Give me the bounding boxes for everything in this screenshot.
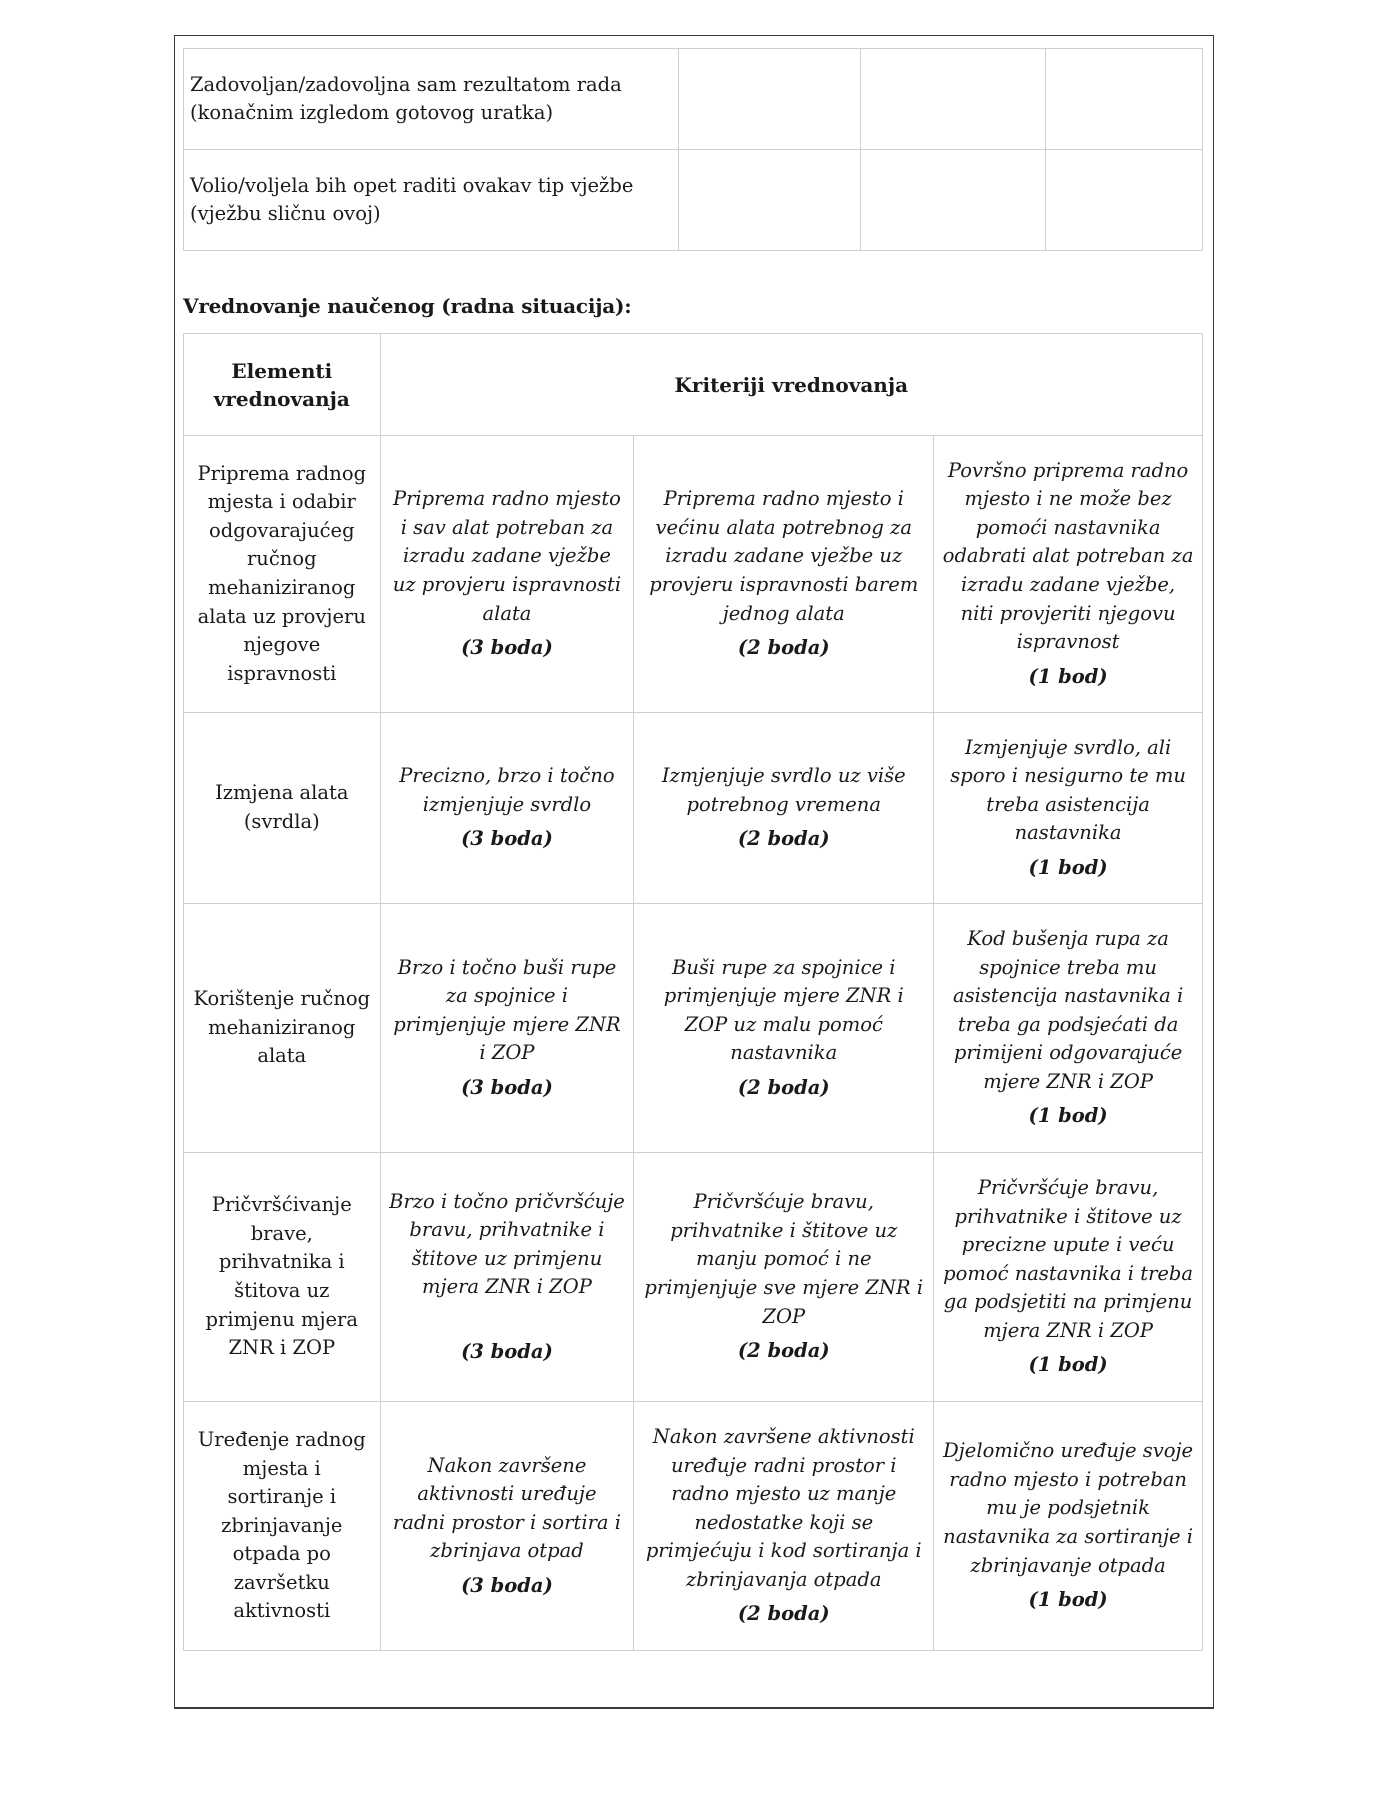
criterion-text: Priprema radno mjesto i sav alat potreban za izradu zadane vježbe uz provjeru ispravnosti alata [392,487,622,625]
criterion-text: Priprema radno mjesto i većinu alata potrebnog za izradu zadane vježbe uz provjeru ispravnosti barem jednog alata [649,487,919,625]
criterion-cell [380,436,634,713]
criterion-cell [934,1402,1203,1651]
statement-cell: Volio/voljela bih opet raditi ovakav tip vježbe (vježbu sličnu ovoj) [184,150,679,251]
criterion-cell [934,904,1203,1153]
criterion-text: Izmjenjuje svrdlo uz više potrebnog vremena [661,764,906,816]
criterion-text: Kod bušenja rupa za spojnice treba mu asistencija nastavnika i treba ga podsjećati da primijeni odgovarajuće mjere ZNR i ZOP [953,926,1184,1093]
header-row [184,334,1203,436]
points-label: (1 bod) [1028,1104,1108,1128]
table-row [184,1153,1203,1402]
table-row [184,904,1203,1153]
table-row [184,1402,1203,1651]
element-cell: Pričvršćivanje brave, prihvatnika i štitova uz primjenu mjera ZNR i ZOP [184,1153,381,1402]
points-label: (2 boda) [737,1602,830,1626]
criterion-cell [634,436,934,713]
criterion-cell [634,904,934,1153]
points-label: (3 boda) [461,1075,553,1099]
section-title: Vrednovanje naučenog (radna situacija): [183,294,632,318]
table-row [184,436,1203,713]
points-label: (2 boda) [737,636,830,660]
rating-cell[interactable] [678,150,860,251]
criterion-cell [934,436,1203,713]
evaluation-rubric-table [183,333,1203,1651]
element-cell: Priprema radnog mjesta i odabir odgovarajućeg ručnog mehaniziranog alata uz provjeru njegove ispravnosti [184,436,381,713]
rating-cell[interactable] [678,49,860,150]
criterion-text: Pričvršćuje bravu, prihvatnike i štitove uz manju pomoć i ne primjenjuje sve mjere ZNR i ZOP [644,1190,924,1328]
points-label: (2 boda) [737,1339,830,1363]
points-label: (3 boda) [461,1573,553,1597]
points-label: (1 bod) [1028,855,1108,879]
criterion-cell [380,1402,634,1651]
criterion-text: Nakon završene aktivnosti uređuje radni prostor i sortira i zbrinjava otpad [392,1453,621,1563]
criterion-cell [634,1153,934,1402]
criterion-text: Nakon završene aktivnosti uređuje radni prostor i radno mjesto uz manje nedostatke koji se primjećuju i kod sortiranja i zbrinjavanja otpada [645,1424,922,1591]
points-label: (1 bod) [1028,1353,1108,1377]
table-row [184,713,1203,904]
rating-cell[interactable] [861,49,1046,150]
header-elements: Elementi vrednovanja [184,334,381,436]
table-row [184,150,1203,251]
spacer [389,1302,626,1332]
criterion-cell [934,713,1203,904]
rating-cell[interactable] [1045,150,1202,251]
rating-cell[interactable] [861,150,1046,251]
criterion-text: Brzo i točno buši rupe za spojnice i primjenjuje mjere ZNR i ZOP [393,955,621,1065]
page-frame [174,35,1214,1709]
points-label: (2 boda) [737,827,830,851]
criterion-text: Pričvršćuje bravu, prihvatnike i štitove uz precizne upute i veću pomoć nastavnika i treba ga podsjetiti na primjenu mjera ZNR i ZOP [943,1175,1194,1342]
criterion-cell [634,713,934,904]
element-cell: Izmjena alata (svrdla) [184,713,381,904]
criterion-text: Djelomično uređuje svoje radno mjesto i potreban mu je podsjetnik nastavnika za sortiranje i zbrinjavanje otpada [943,1439,1194,1577]
element-cell: Uređenje radnog mjesta i sortiranje i zbrinjavanje otpada po završetku aktivnosti [184,1402,381,1651]
statement-cell: Zadovoljan/zadovoljna sam rezultatom rada (konačnim izgledom gotovog uratka) [184,49,679,150]
points-label: (3 boda) [461,636,553,660]
rating-cell[interactable] [1045,49,1202,150]
criterion-text: Površno priprema radno mjesto i ne može bez pomoći nastavnika odabrati alat potreban za izradu zadane vježbe, niti provjeriti njegovu ispravnost [942,458,1194,654]
points-label: (3 boda) [461,1339,553,1363]
criterion-cell [380,1153,634,1402]
criterion-text: Brzo i točno pričvršćuje bravu, prihvatnike i štitove uz primjenu mjera ZNR i ZOP [389,1189,625,1299]
criterion-cell [934,1153,1203,1402]
points-label: (2 boda) [737,1075,830,1099]
criterion-text: Izmjenjuje svrdlo, ali sporo i nesigurno te mu treba asistencija nastavnika [950,735,1186,845]
element-cell: Korištenje ručnog mehaniziranog alata [184,904,381,1153]
points-label: (3 boda) [461,827,553,851]
table-row [184,49,1203,150]
criterion-cell [380,713,634,904]
criterion-cell [634,1402,934,1651]
criterion-cell [380,904,634,1153]
points-label: (1 bod) [1028,1588,1108,1612]
criterion-text: Buši rupe za spojnice i primjenjuje mjere ZNR i ZOP uz malu pomoć nastavnika [663,955,904,1065]
self-assessment-table [183,48,1203,251]
header-criteria: Kriteriji vrednovanja [380,334,1202,436]
criterion-text: Precizno, brzo i točno izmjenjuje svrdlo [399,764,615,816]
points-label: (1 bod) [1028,664,1108,688]
